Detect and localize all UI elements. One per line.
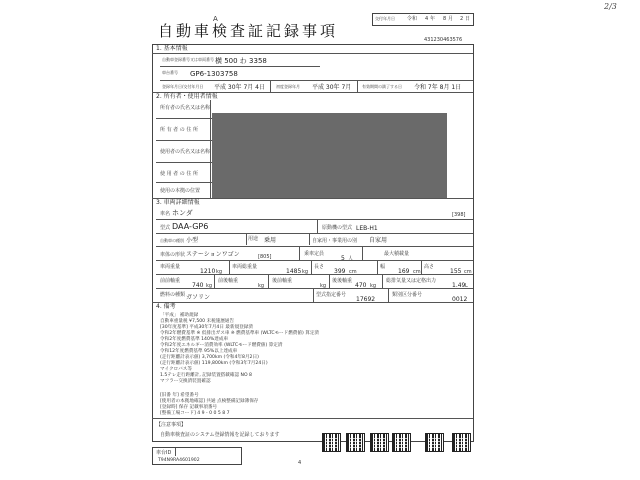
weight-label: 車両重量 [160,264,181,270]
divider [160,80,473,81]
class-label: 類別区分番号 [392,292,423,298]
remark-footer-line: [登録時] 保存 記載事項番号 [160,405,218,410]
divider [156,140,212,141]
gross-unit: kg [302,269,309,275]
car-id-value: T94N9RA4601902 [158,458,200,463]
first-reg-label: 登録年月日/交付年月日 [162,84,204,89]
qr-code [346,433,365,452]
divider [299,246,300,260]
weight-value: 1210 [200,268,216,275]
remark-line: 令和2年度燃費基準 140%達成車 [160,337,229,342]
divider [311,260,312,274]
maxload-label: 最大積載量 [384,251,410,257]
page-count-mark: 2/3 [604,2,617,11]
divider [156,233,473,234]
maker-code: [398] [452,212,466,218]
divider [377,260,378,274]
kind-label: 自動車の種別 [160,238,184,243]
section2-heading: 2. 所有者・使用者情報 [156,93,218,100]
remark-line: 「平成」 補助規録 [160,313,199,318]
divider [160,66,320,67]
capacity-value: 5 [341,255,345,262]
displacement-value: 1.49 [452,282,466,289]
remark-line: マイクロバス等 [160,367,192,372]
front-rear-axle-label: 前後軸重 [218,278,239,284]
notes-heading: 【注意事項】 [156,422,187,428]
maker-label: 車名 [160,211,171,217]
issue-date-day-unit: 日 [465,16,471,22]
divider [357,80,358,92]
divider [156,246,473,247]
redacted-owner-block [212,113,447,198]
body-value: ステーションワゴン [186,251,240,258]
first-year-value: 平成 30年 7月 [312,84,352,91]
body-code: [805] [258,254,272,260]
length-label: 長さ [314,264,325,270]
page-number: 4 [298,460,302,466]
divider [309,233,310,245]
divider [152,53,473,54]
qr-code [392,433,411,452]
divider [382,274,383,288]
divider [156,162,212,163]
purpose-label: 自家用・事業用の別 [312,238,358,244]
issue-date-month-unit: 月 [448,16,454,22]
issue-date-year: 4 [425,16,429,22]
height-value: 155 [450,268,462,275]
divider [388,288,389,302]
user-name-label: 使用者の氏名又は名称 [160,149,211,155]
use-value: 乗用 [264,237,277,244]
remark-footer-line: [整備工場コード] 4 9 - 0 0 5 8 7 [160,411,230,416]
height-unit: cm [464,269,472,275]
divider [214,274,215,288]
remark-line: [30年度基準] 平成30年7月4日 最新規登録済 [160,325,253,330]
stamp-mark: A [213,15,218,23]
remark-line: 1.5テレ走行距離計, 記録装置搭載確認 NO 8 [160,373,252,378]
engine-value: LEB-H1 [356,225,378,232]
remark-line: 令和12年度燃費基準 95%以上達成車 [160,349,238,354]
rear-front-axle-label: 後前軸重 [272,278,293,284]
qr-code [425,433,444,452]
length-unit: cm [349,269,357,275]
divider [268,274,269,288]
section4-heading: 4. 備考 [156,303,176,310]
designation-label: 型式指定番号 [316,292,347,298]
height-label: 高さ [424,264,435,270]
remark-line: マフラー交換済装置確認 [160,379,211,384]
remark-line: 令和2年度エネルギー消費効率 (WLTCモード燃費値) 算定済 [160,343,283,348]
remark-line: 自動車重量税 ¥7,500 未税施歴通告 [160,319,235,324]
remark-line: 令和2年燃費基準 ※ 低排出ガス車 ※ 燃費基準車 (WLTCモード燃費値) 算定済 [160,331,320,336]
gross-value: 1485 [286,268,302,275]
width-value: 169 [398,268,410,275]
divider [152,418,473,419]
rear-front-axle-unit: kg [320,283,327,289]
displacement-unit: L [465,283,468,289]
divider [156,260,473,261]
notes-text: 自動車検査証のシステム登録情報を記録しております [160,432,280,438]
document-title: 自動車検査証記録事項 [158,22,339,40]
first-reg-value: 平成 30年 7月 4日 [214,84,265,91]
width-label: 幅 [380,264,386,270]
divider [329,274,330,288]
designation-value: 17692 [356,296,376,303]
issue-date-day: 2 [460,16,464,22]
issue-date-label: 交付年月日 [375,16,395,21]
section3-heading: 3. 車両詳細情報 [156,199,200,206]
chassis-label: 車台番号 [162,70,178,75]
divider [152,198,473,199]
rear-axle-value: 470 [355,282,367,289]
use-label: 用途 [248,236,259,242]
purpose-value: 自家用 [369,237,388,244]
front-rear-axle-unit: kg [258,283,265,289]
class-value: 0012 [452,296,468,303]
model-value: DAA-GP6 [172,222,209,231]
divider [270,80,271,92]
reg-number-value: 横 500 わ 3358 [215,57,267,65]
car-id-box [152,447,242,465]
document-number: 431230463576 [424,37,463,43]
owner-name-label: 所有者の氏名又は名称 [160,105,211,111]
car-id-label: 車台ID [156,450,172,456]
width-unit: cm [413,269,421,275]
engine-label: 原動機の型式 [322,225,353,231]
remark-line: (走行距離計表示値) 3,700km (令和4年8月2日) [160,355,259,360]
divider [156,219,473,220]
issue-date-era: 令和 [407,16,418,22]
displacement-label: 総排気量又は定格出力 [386,278,437,284]
expiry-label: 有効期間の満了する日 [362,84,402,89]
divider [229,260,230,274]
remark-footer-line: [使用者の本拠地確認] 共通 点検整備記録簿保存 [160,399,259,404]
qr-code [322,433,341,452]
front-axle-label: 前前軸重 [160,278,181,284]
divider [246,233,247,245]
fuel-value: ガソリン [186,294,211,301]
body-label: 車体の形状 [160,252,186,258]
capacity-unit: 人 [348,256,354,262]
qr-code [452,433,471,452]
rear-axle-label: 後後軸重 [332,278,353,284]
divider [421,260,422,274]
issue-date-box [372,13,474,26]
user-address-label: 使 用 者 の 住 所 [160,171,198,177]
model-label: 型式 [160,225,171,231]
rear-axle-unit: kg [370,283,377,289]
divider [156,288,473,289]
divider [210,100,211,198]
divider [362,246,363,260]
reg-number-label: 自動車登録番号又は車両番号 [162,57,214,62]
length-value: 399 [334,268,346,275]
divider [156,274,473,275]
divider [152,302,473,303]
gross-label: 車両総重量 [232,264,258,270]
owner-address-label: 所 有 者 の 住 所 [160,127,198,133]
fuel-label: 燃料の種類 [160,292,186,298]
divider [156,182,212,183]
front-axle-unit: kg [206,283,213,289]
capacity-label: 乗車定員 [304,251,325,257]
section1-heading: 1. 基本情報 [156,45,188,52]
front-axle-value: 740 [192,282,204,289]
remark-line: (走行距離計表示値) 119,800km (令和3年7月24日) [160,361,268,366]
qr-code [370,433,389,452]
kind-value: 小型 [186,237,199,244]
chassis-value: GP6-1303758 [190,70,238,78]
maker-value: ホンダ [172,209,193,217]
expiry-value: 令和 7年 8月 1日 [414,84,462,91]
divider [313,288,314,302]
base-location-label: 使用の本拠の位置 [160,188,201,194]
divider [317,219,318,233]
divider [175,448,176,456]
divider [156,118,212,119]
first-year-label: 初度登録年月 [276,84,300,89]
weight-unit: kg [216,269,223,275]
issue-date-year-unit: 年 [430,16,436,22]
remark-footer-line: [旧番 年] 希望番号 [160,393,199,398]
issue-date-month: 8 [443,16,447,22]
